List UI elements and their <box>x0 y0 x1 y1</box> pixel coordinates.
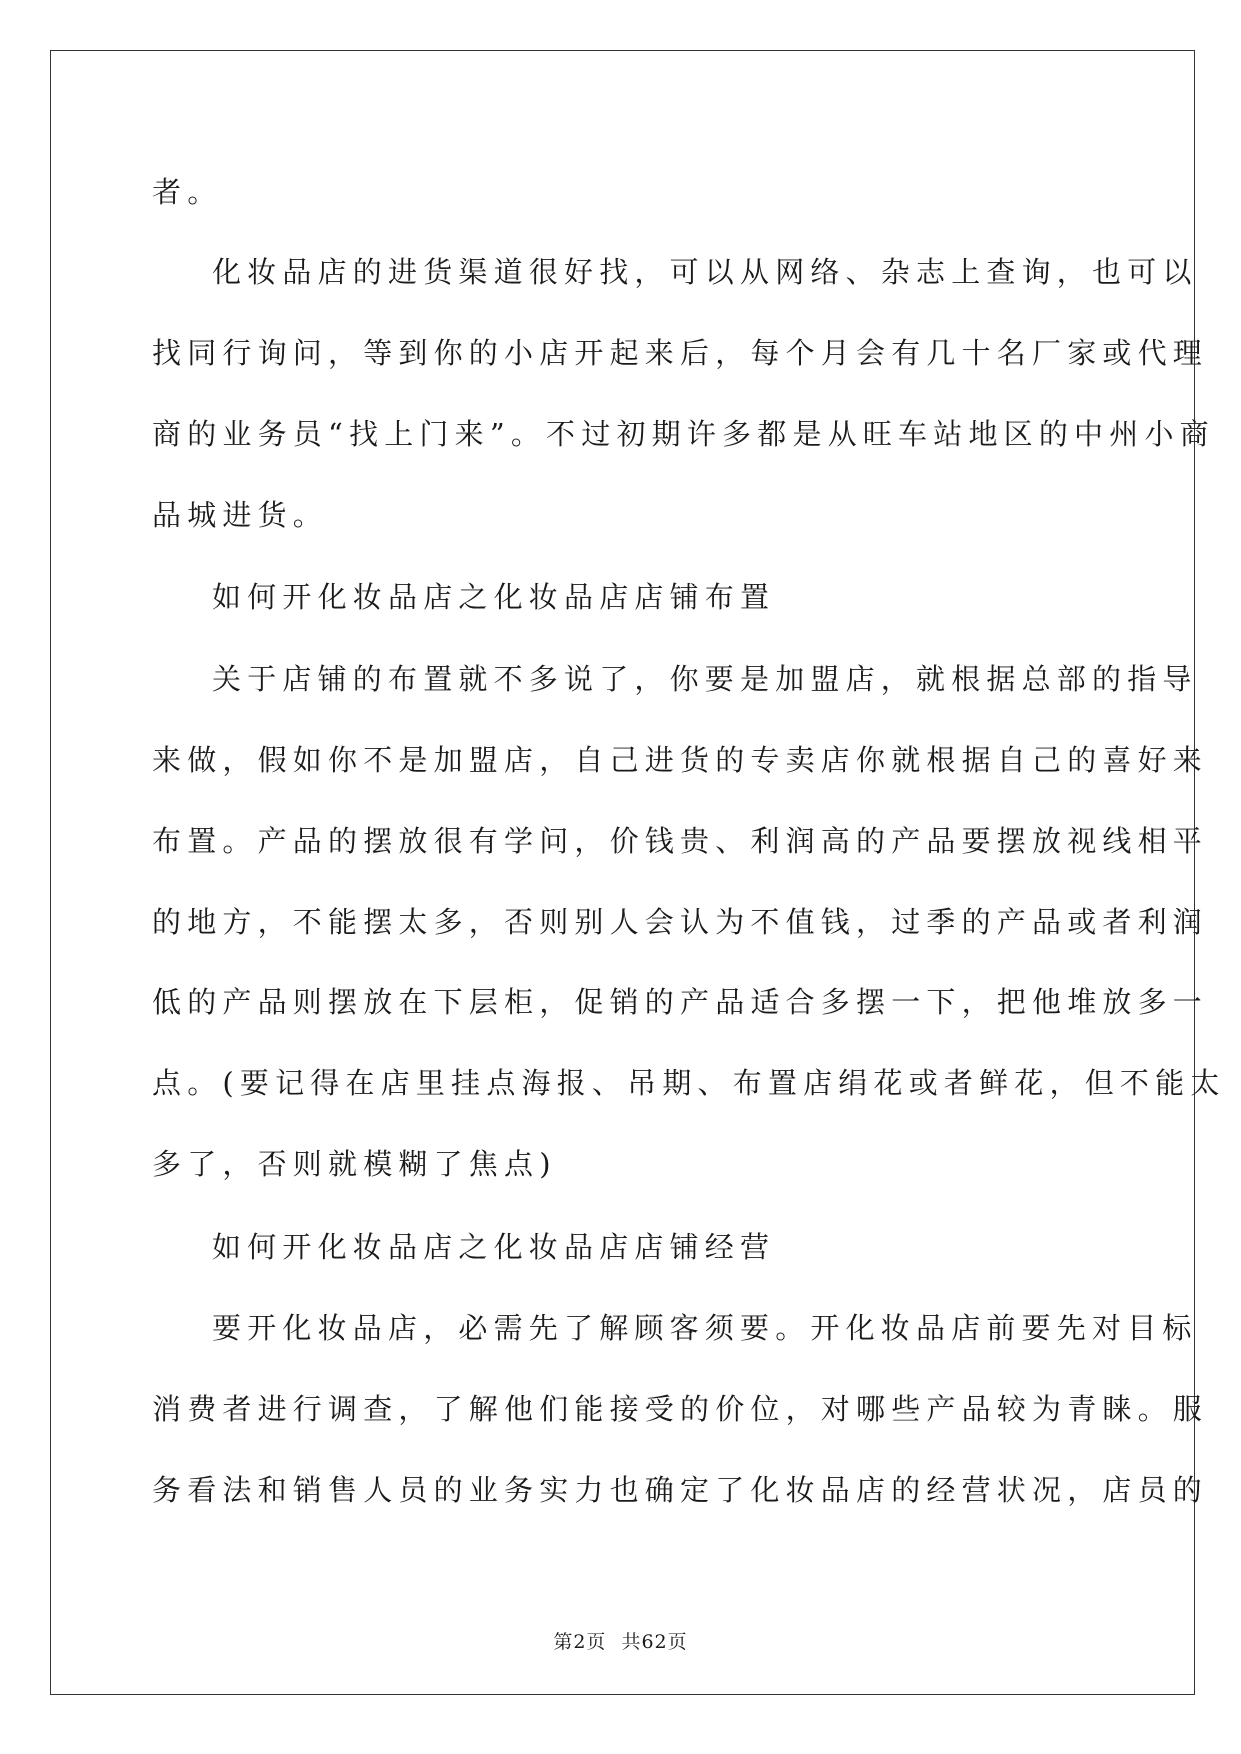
text-line: 来做，假如你不是加盟店，自己进货的专卖店你就根据自己的喜好来 <box>152 743 1209 777</box>
text-line: 消费者进行调查，了解他们能接受的价位，对哪些产品较为青睐。服 <box>152 1392 1209 1426</box>
text-line: 化妆品店的进货渠道很好找，可以从网络、杂志上查询，也可以 <box>212 255 1198 289</box>
text-line: 多了，否则就模糊了焦点) <box>152 1147 557 1181</box>
text-line: 的地方，不能摆太多，否则别人会认为不值钱，过季的产品或者利润 <box>152 905 1209 939</box>
text-line: 点。(要记得在店里挂点海报、吊期、布置店绢花或者鲜花，但不能太 <box>152 1066 1226 1100</box>
text-line: 低的产品则摆放在下层柜，促销的产品适合多摆一下，把他堆放多一 <box>152 985 1209 1019</box>
text-line: 务看法和销售人员的业务实力也确定了化妆品店的经营状况，店员的 <box>152 1473 1209 1507</box>
text-line: 找同行询问，等到你的小店开起来后，每个月会有几十名厂家或代理 <box>152 336 1209 370</box>
section-heading: 如何开化妆品店之化妆品店店铺经营 <box>212 1230 776 1264</box>
section-heading: 如何开化妆品店之化妆品店店铺布置 <box>212 580 776 614</box>
text-line: 布置。产品的摆放很有学问，价钱贵、利润高的产品要摆放视线相平 <box>152 824 1209 858</box>
text-line: 商的业务员“找上门来”。不过初期许多都是从旺车站地区的中州小商 <box>152 417 1215 451</box>
text-line: 品城进货。 <box>152 498 329 532</box>
page-number: 第2页 <box>553 1631 607 1653</box>
page-border <box>50 50 1195 1695</box>
text-line: 要开化妆品店，必需先了解顾客须要。开化妆品店前要先对目标 <box>212 1311 1198 1345</box>
text-line: 关于店铺的布置就不多说了，你要是加盟店，就根据总部的指导 <box>212 662 1198 696</box>
page-footer <box>0 1627 1241 1654</box>
page-total: 共62页 <box>621 1631 688 1653</box>
text-line: 者。 <box>152 175 223 209</box>
